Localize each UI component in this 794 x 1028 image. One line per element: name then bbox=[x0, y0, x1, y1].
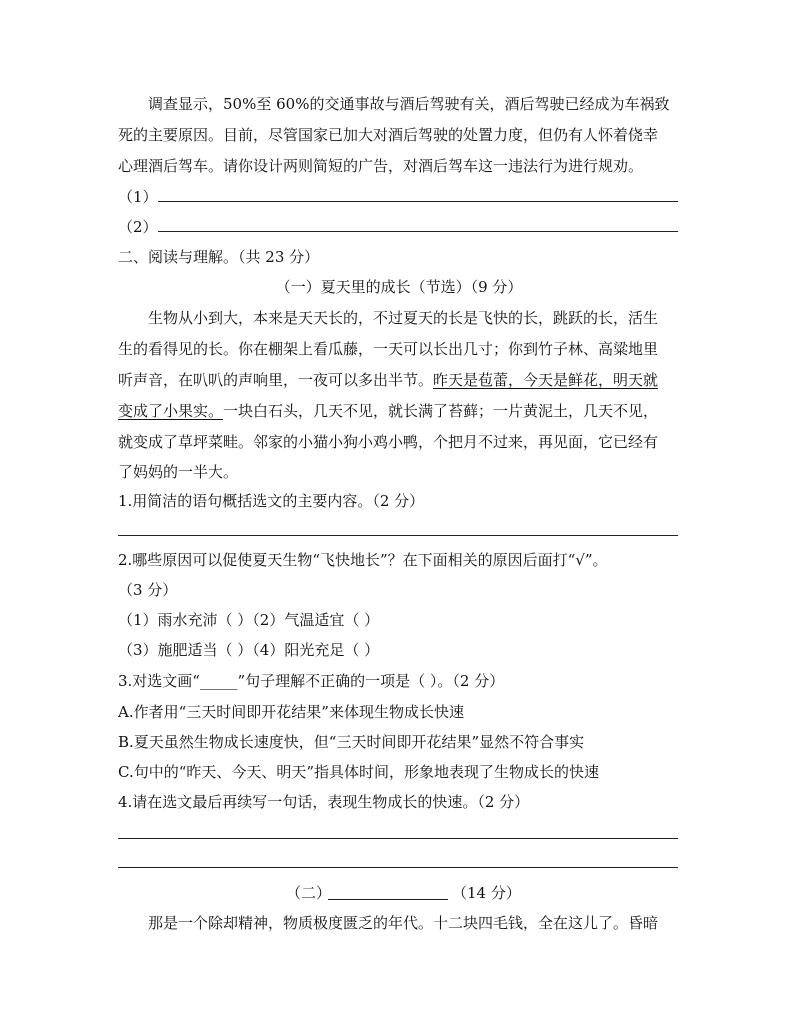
intro-line-3: 心理酒后驾车。请你设计两则简短的广告，对酒后驾车这一违法行为进行规劝。 bbox=[118, 157, 644, 175]
question-2-score: （3 分） bbox=[118, 581, 178, 599]
passage-line-4 bbox=[118, 400, 680, 421]
part1-title: （一）夏天里的成长（节选）（9 分） bbox=[275, 278, 523, 296]
passage-line-5: 就变成了草坪菜畦。邻家的小猫小狗小鸡小鸭，个把月不过来，再见面，它已经有 bbox=[118, 433, 659, 451]
question-1-answer-line[interactable] bbox=[118, 535, 678, 536]
question-4: 4.请在选文最后再续写一句话，表现生物成长的快速。（2 分） bbox=[118, 793, 530, 811]
passage-line-3 bbox=[118, 369, 680, 390]
part2-score: （14 分） bbox=[452, 884, 521, 902]
question-3-option-b: B.夏天虽然生物成长速度快，但“三天时间即开花结果”显然不符合事实 bbox=[118, 733, 585, 751]
passage-line-3-text: 听声音，在叭叭的声响里，一夜可以多出半节。 bbox=[118, 371, 434, 389]
underlined-sentence-part-1: 昨天是苞蕾，今天是鲜花，明天就 bbox=[433, 371, 659, 389]
question-4-answer-line-1[interactable] bbox=[118, 838, 678, 839]
question-4-answer-line-2[interactable] bbox=[118, 867, 678, 868]
question-3: 3.对选文画“_____”句子理解不正确的一项是（ ）。（2 分） bbox=[118, 672, 505, 690]
intro-line-1: 调查显示，50%至 60%的交通事故与酒后驾驶有关，酒后驾驶已经成为车祸致 bbox=[148, 95, 670, 113]
part2-label: （二） bbox=[286, 884, 332, 902]
question-2-options-row-1: （1）雨水充沛（ ）（2）气温适宜（ ） bbox=[118, 611, 380, 629]
question-3-option-a: A.作者用“三天时间即开花结果”来体现生物成长快速 bbox=[118, 703, 464, 721]
underlined-sentence-part-2: 变成了小果实。 bbox=[118, 402, 224, 420]
question-1: 1.用简洁的语句概括选文的主要内容。（2 分） bbox=[118, 492, 425, 510]
question-2: 2.哪些原因可以促使夏天生物“飞快地长”？在下面相关的原因后面打“√”。 bbox=[118, 551, 608, 569]
answer-2-line[interactable] bbox=[158, 231, 678, 232]
question-2-options-row-2: （3）施肥适当（ ）（4）阳光充足（ ） bbox=[118, 641, 380, 659]
intro-line-2: 死的主要原因。目前，尽管国家已加大对酒后驾驶的处置力度，但仍有人怀着侥幸 bbox=[118, 126, 659, 144]
answer-2-label: （2） bbox=[118, 218, 158, 236]
passage-line-1: 生物从小到大，本来是天天长的，不过夏天的长是飞快的长，跳跃的长，活生 bbox=[148, 309, 659, 327]
passage-line-2: 生的看得见的长。你在棚架上看瓜藤，一天可以长出几寸；你到竹子林、高粱地里 bbox=[118, 340, 659, 358]
part2-title-blank[interactable] bbox=[328, 899, 448, 900]
question-3-option-c: C.句中的“昨天、今天、明天”指具体时间，形象地表现了生物成长的快速 bbox=[118, 763, 600, 781]
part2-first-line: 那是一个除却精神，物质极度匮乏的年代。十二块四毛钱，全在这儿了。昏暗 bbox=[148, 914, 659, 932]
section-heading: 二、阅读与理解。（共 23 分） bbox=[118, 248, 320, 266]
answer-1-line[interactable] bbox=[158, 201, 678, 202]
passage-line-4-text: 一块白石头，几天不见，就长满了苔藓；一片黄泥土，几天不见， bbox=[223, 402, 659, 420]
answer-1-label: （1） bbox=[118, 188, 158, 206]
passage-line-6: 了妈妈的一半大。 bbox=[118, 463, 239, 481]
